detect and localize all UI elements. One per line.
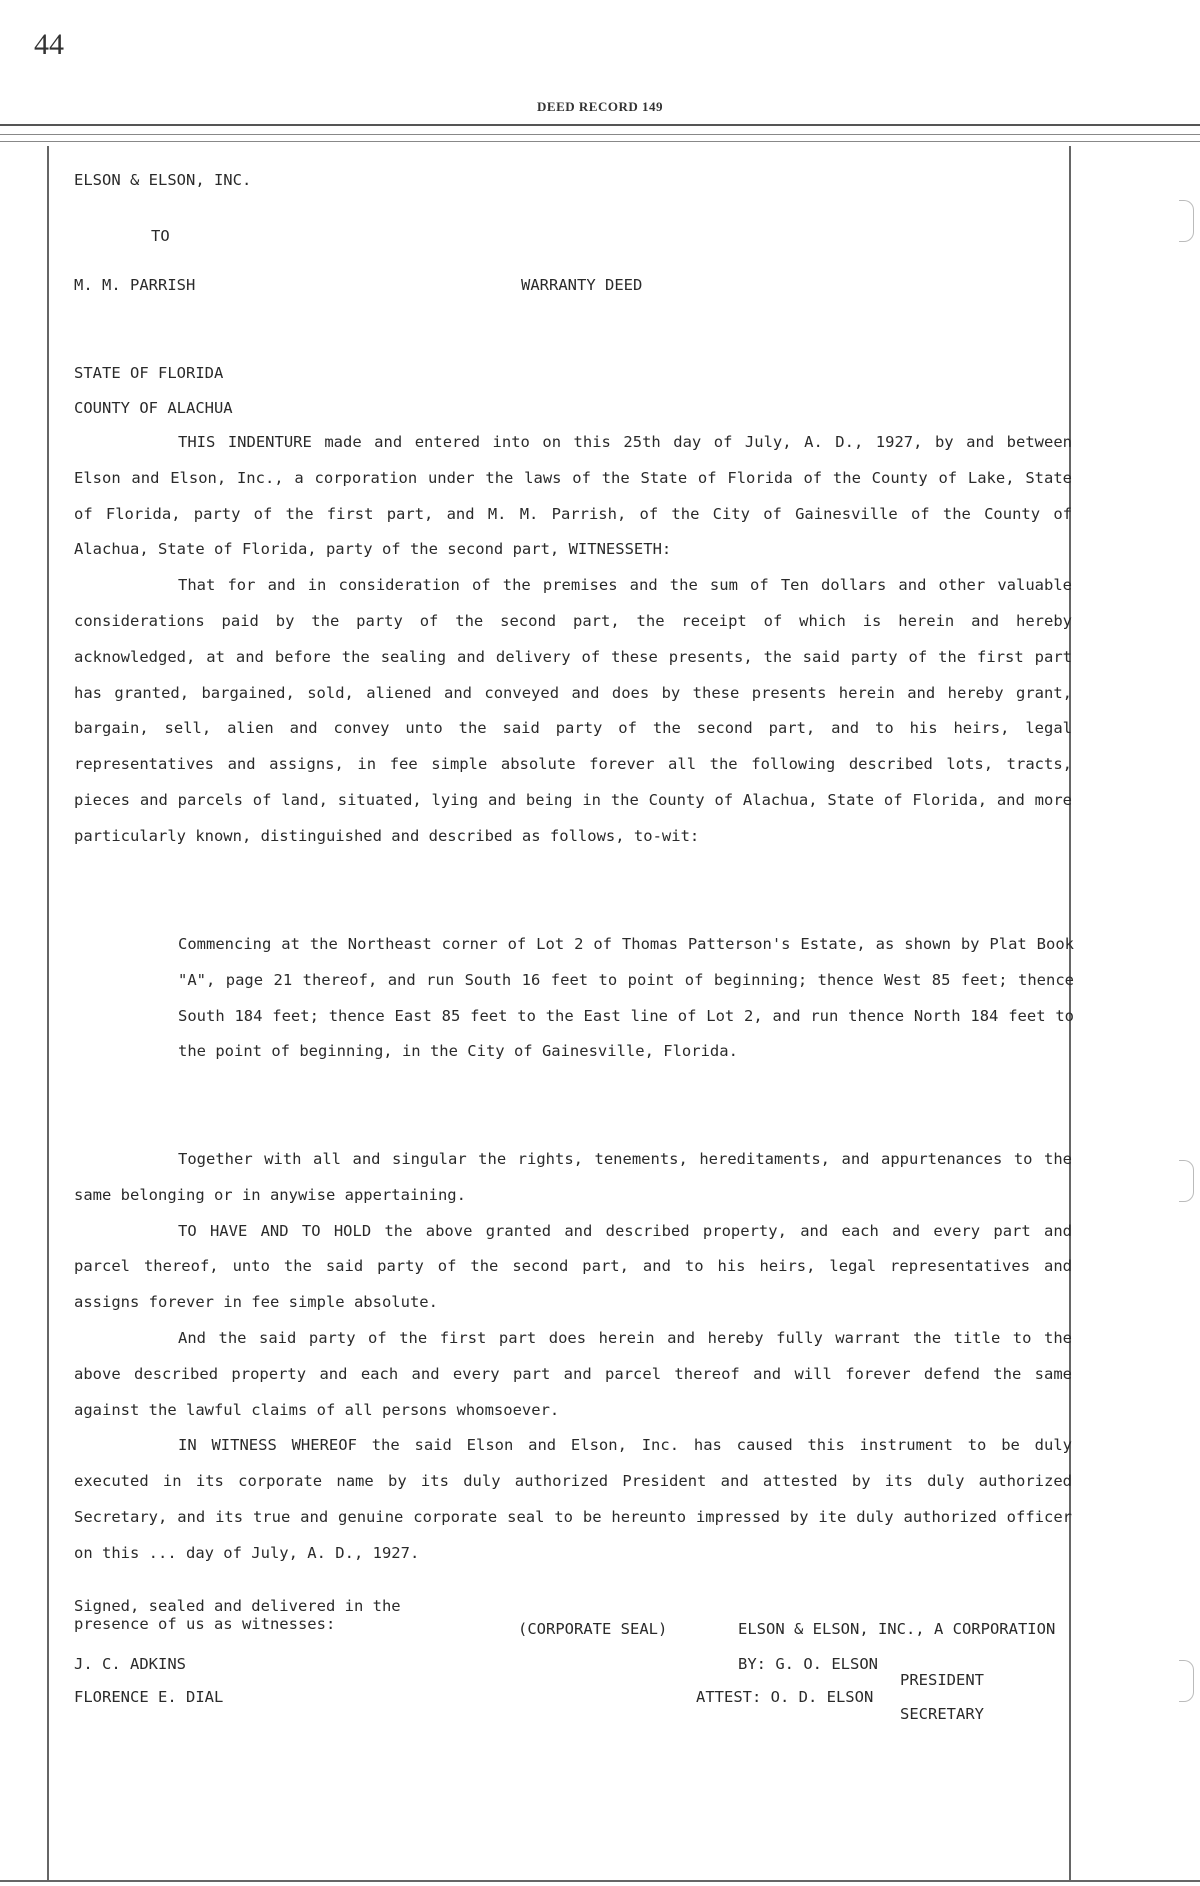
indenture-paragraph: THIS INDENTURE made and entered into on this 25th day of July, A. D., 1927, by and between Elson and Elson, Inc., a corporation under the laws of the State of Florida of the County of Lake, State of Florida, party of the first part, and M. M. Parrish, of the City of Gainesville of the County of Alachua, State of Florida, party of the second part, WITNESSETH:	[74, 433, 1072, 559]
page-number: 44	[34, 28, 64, 61]
corporate-seal-label: (CORPORATE SEAL)	[518, 1620, 668, 1638]
venue-state: STATE OF FLORIDA	[74, 364, 224, 382]
witness-intro-line2: presence of us as witnesses:	[74, 1615, 336, 1633]
consideration-paragraph: That for and in consideration of the premises and the sum of Ten dollars and other valuable considerations paid by the party of the second part, the receipt of which is herein and hereby acknowledged, at and before the sealing and delivery of these presents, the said party of the first part has granted, bargained, sold, aliened and conveyed and does by these presents herein and hereby grant, bargain, sell, alien and convey unto the said party of the second part, and to his heirs, legal representatives and assigns, in fee simple absolute forever all the following described lots, tracts, pieces and parcels of land, situated, lying and being in the County of Alachua, State of Florida, and more particularly known, distinguished and described as follows, to-wit:	[74, 576, 1072, 845]
habendum-paragraph: TO HAVE AND TO HOLD the above granted and described property, and each and every part and parcel thereof, unto the said party of the second part, and to his heirs, legal representatives and assigns forever in fee simple absolute.	[74, 1221, 1072, 1312]
venue-county: COUNTY OF ALACHUA	[74, 399, 233, 417]
appurtenances-paragraph: Together with all and singular the rights, tenements, hereditaments, and appurtenances to the same belonging or in anywise appertaining.	[74, 1150, 1072, 1204]
witness-two: FLORENCE E. DIAL	[74, 1688, 224, 1706]
header-rule-bottom	[0, 141, 1200, 142]
document-type: WARRANTY DEED	[521, 276, 643, 294]
president-signature: BY: G. O. ELSON	[738, 1655, 878, 1673]
attest-signature: ATTEST: O. D. ELSON	[696, 1688, 874, 1706]
president-title: PRESIDENT	[900, 1671, 984, 1689]
corporation-signature: ELSON & ELSON, INC., A CORPORATION	[738, 1620, 1056, 1638]
left-margin-line	[47, 146, 49, 1880]
bottom-rule	[0, 1880, 1200, 1882]
header-rule-top	[0, 124, 1200, 126]
warranty-paragraph: And the said party of the first part does herein and hereby fully warrant the title to the above described property and each and every part and parcel thereof and will forever defend the same against the lawful claims of all persons whomsoever.	[74, 1328, 1072, 1419]
grantor-name: ELSON & ELSON, INC.	[74, 171, 252, 189]
binding-mark	[1179, 1660, 1194, 1702]
grantee-name: M. M. PARRISH	[74, 276, 196, 294]
secretary-title: SECRETARY	[900, 1705, 984, 1723]
record-header: DEED RECORD 149	[537, 99, 663, 114]
binding-mark	[1179, 1160, 1194, 1202]
header-rule-middle	[0, 134, 1200, 135]
to-label: TO	[151, 227, 170, 245]
testimonium-paragraph: IN WITNESS WHEREOF the said Elson and Elson, Inc. has caused this instrument to be duly executed in its corporate name by its duly authorized President and attested by its duly authorized Secretary, and its true and genuine corporate seal to be hereunto impressed by ite duly authorized officer on this ... day of July, A. D., 1927.	[74, 1436, 1072, 1562]
deed-body-lower	[74, 1142, 1072, 1572]
witness-one: J. C. ADKINS	[74, 1655, 186, 1673]
deed-body-upper	[74, 425, 1072, 855]
legal-description: Commencing at the Northeast corner of Lot 2 of Thomas Patterson's Estate, as shown by Plat Book "A", page 21 thereof, and run South 16 feet to point of beginning; thence West 85 feet; thence South 184 feet; thence East 85 feet to the East line of Lot 2, and run thence North 184 feet to the point of beginning, in the City of Gainesville, Florida.	[178, 935, 1074, 1061]
binding-mark	[1179, 200, 1194, 242]
witness-intro-line1: Signed, sealed and delivered in the	[74, 1597, 401, 1615]
